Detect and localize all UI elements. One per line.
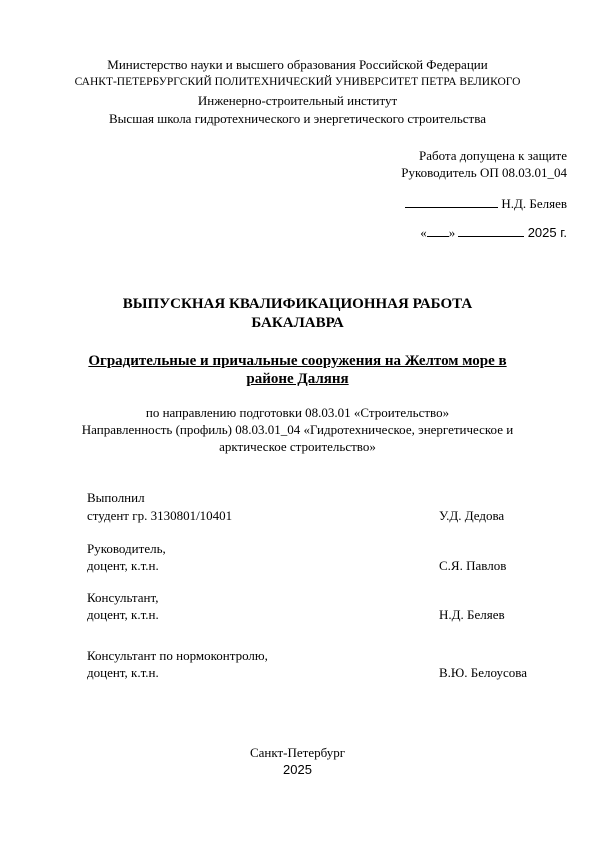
- supervisor-role-line-2: доцент, к.т.н.: [87, 558, 159, 573]
- author-name: У.Д. Дедова: [439, 508, 505, 523]
- norm-consultant-name: В.Ю. Белоусова: [439, 665, 528, 680]
- month-blank: [458, 236, 524, 237]
- footer-year: 2025: [283, 762, 312, 777]
- footer-city: Санкт-Петербург: [249, 745, 346, 760]
- norm-consultant-role-line-2: доцент, к.т.н.: [87, 665, 159, 680]
- university-line: САНКТ-ПЕТЕРБУРГСКИЙ ПОЛИТЕХНИЧЕСКИЙ УНИВЕРСИТЕТ ПЕТРА ВЕЛИКОГО: [74, 76, 521, 88]
- approval-line-2: Руководитель ОП 08.03.01_04: [401, 165, 567, 180]
- date-open-quote: «: [420, 225, 427, 240]
- direction-line-3: арктическое строительство»: [219, 439, 376, 454]
- document-title-line-2: БАКАЛАВРА: [251, 315, 344, 331]
- author-role-line-1: Выполнил: [87, 490, 145, 505]
- approval-line-1: Работа допущена к защите: [418, 148, 567, 163]
- approval-date-line: [420, 225, 567, 241]
- day-blank: [427, 236, 449, 237]
- consultant-name: Н.Д. Беляев: [439, 607, 505, 622]
- institute-line: Инженерно-строительный институт: [197, 93, 398, 108]
- thesis-topic-line-2: районе Даляня: [246, 371, 349, 387]
- thesis-topic-line-1: Оградительные и причальные сооружения на Желтом море в: [88, 353, 507, 369]
- signature-blank: [405, 207, 498, 208]
- approval-signature-line: [405, 196, 567, 212]
- consultant-role-line-1: Консультант,: [87, 590, 159, 605]
- author-role-line-2: студент гр. 3130801/10401: [87, 508, 233, 523]
- date-close-quote: »: [448, 225, 456, 240]
- school-line: Высшая школа гидротехнического и энергетического строительства: [109, 111, 486, 126]
- supervisor-name: С.Я. Павлов: [439, 558, 507, 573]
- direction-line-2: Направленность (профиль) 08.03.01_04 «Гидротехническое, энергетическое и: [81, 422, 514, 437]
- norm-consultant-role-line-1: Консультант по нормоконтролю,: [87, 648, 268, 663]
- supervisor-role-line-1: Руководитель,: [87, 541, 166, 556]
- document-title-line-1: ВЫПУСКНАЯ КВАЛИФИКАЦИОННАЯ РАБОТА: [122, 296, 473, 312]
- ministry-line: Министерство науки и высшего образования Российской Федерации: [107, 57, 488, 72]
- approval-signer: Н.Д. Беляев: [501, 196, 567, 211]
- direction-line-1: по направлению подготовки 08.03.01 «Строительство»: [145, 405, 450, 420]
- approval-year: 2025 г.: [527, 225, 567, 240]
- consultant-role-line-2: доцент, к.т.н.: [87, 607, 159, 622]
